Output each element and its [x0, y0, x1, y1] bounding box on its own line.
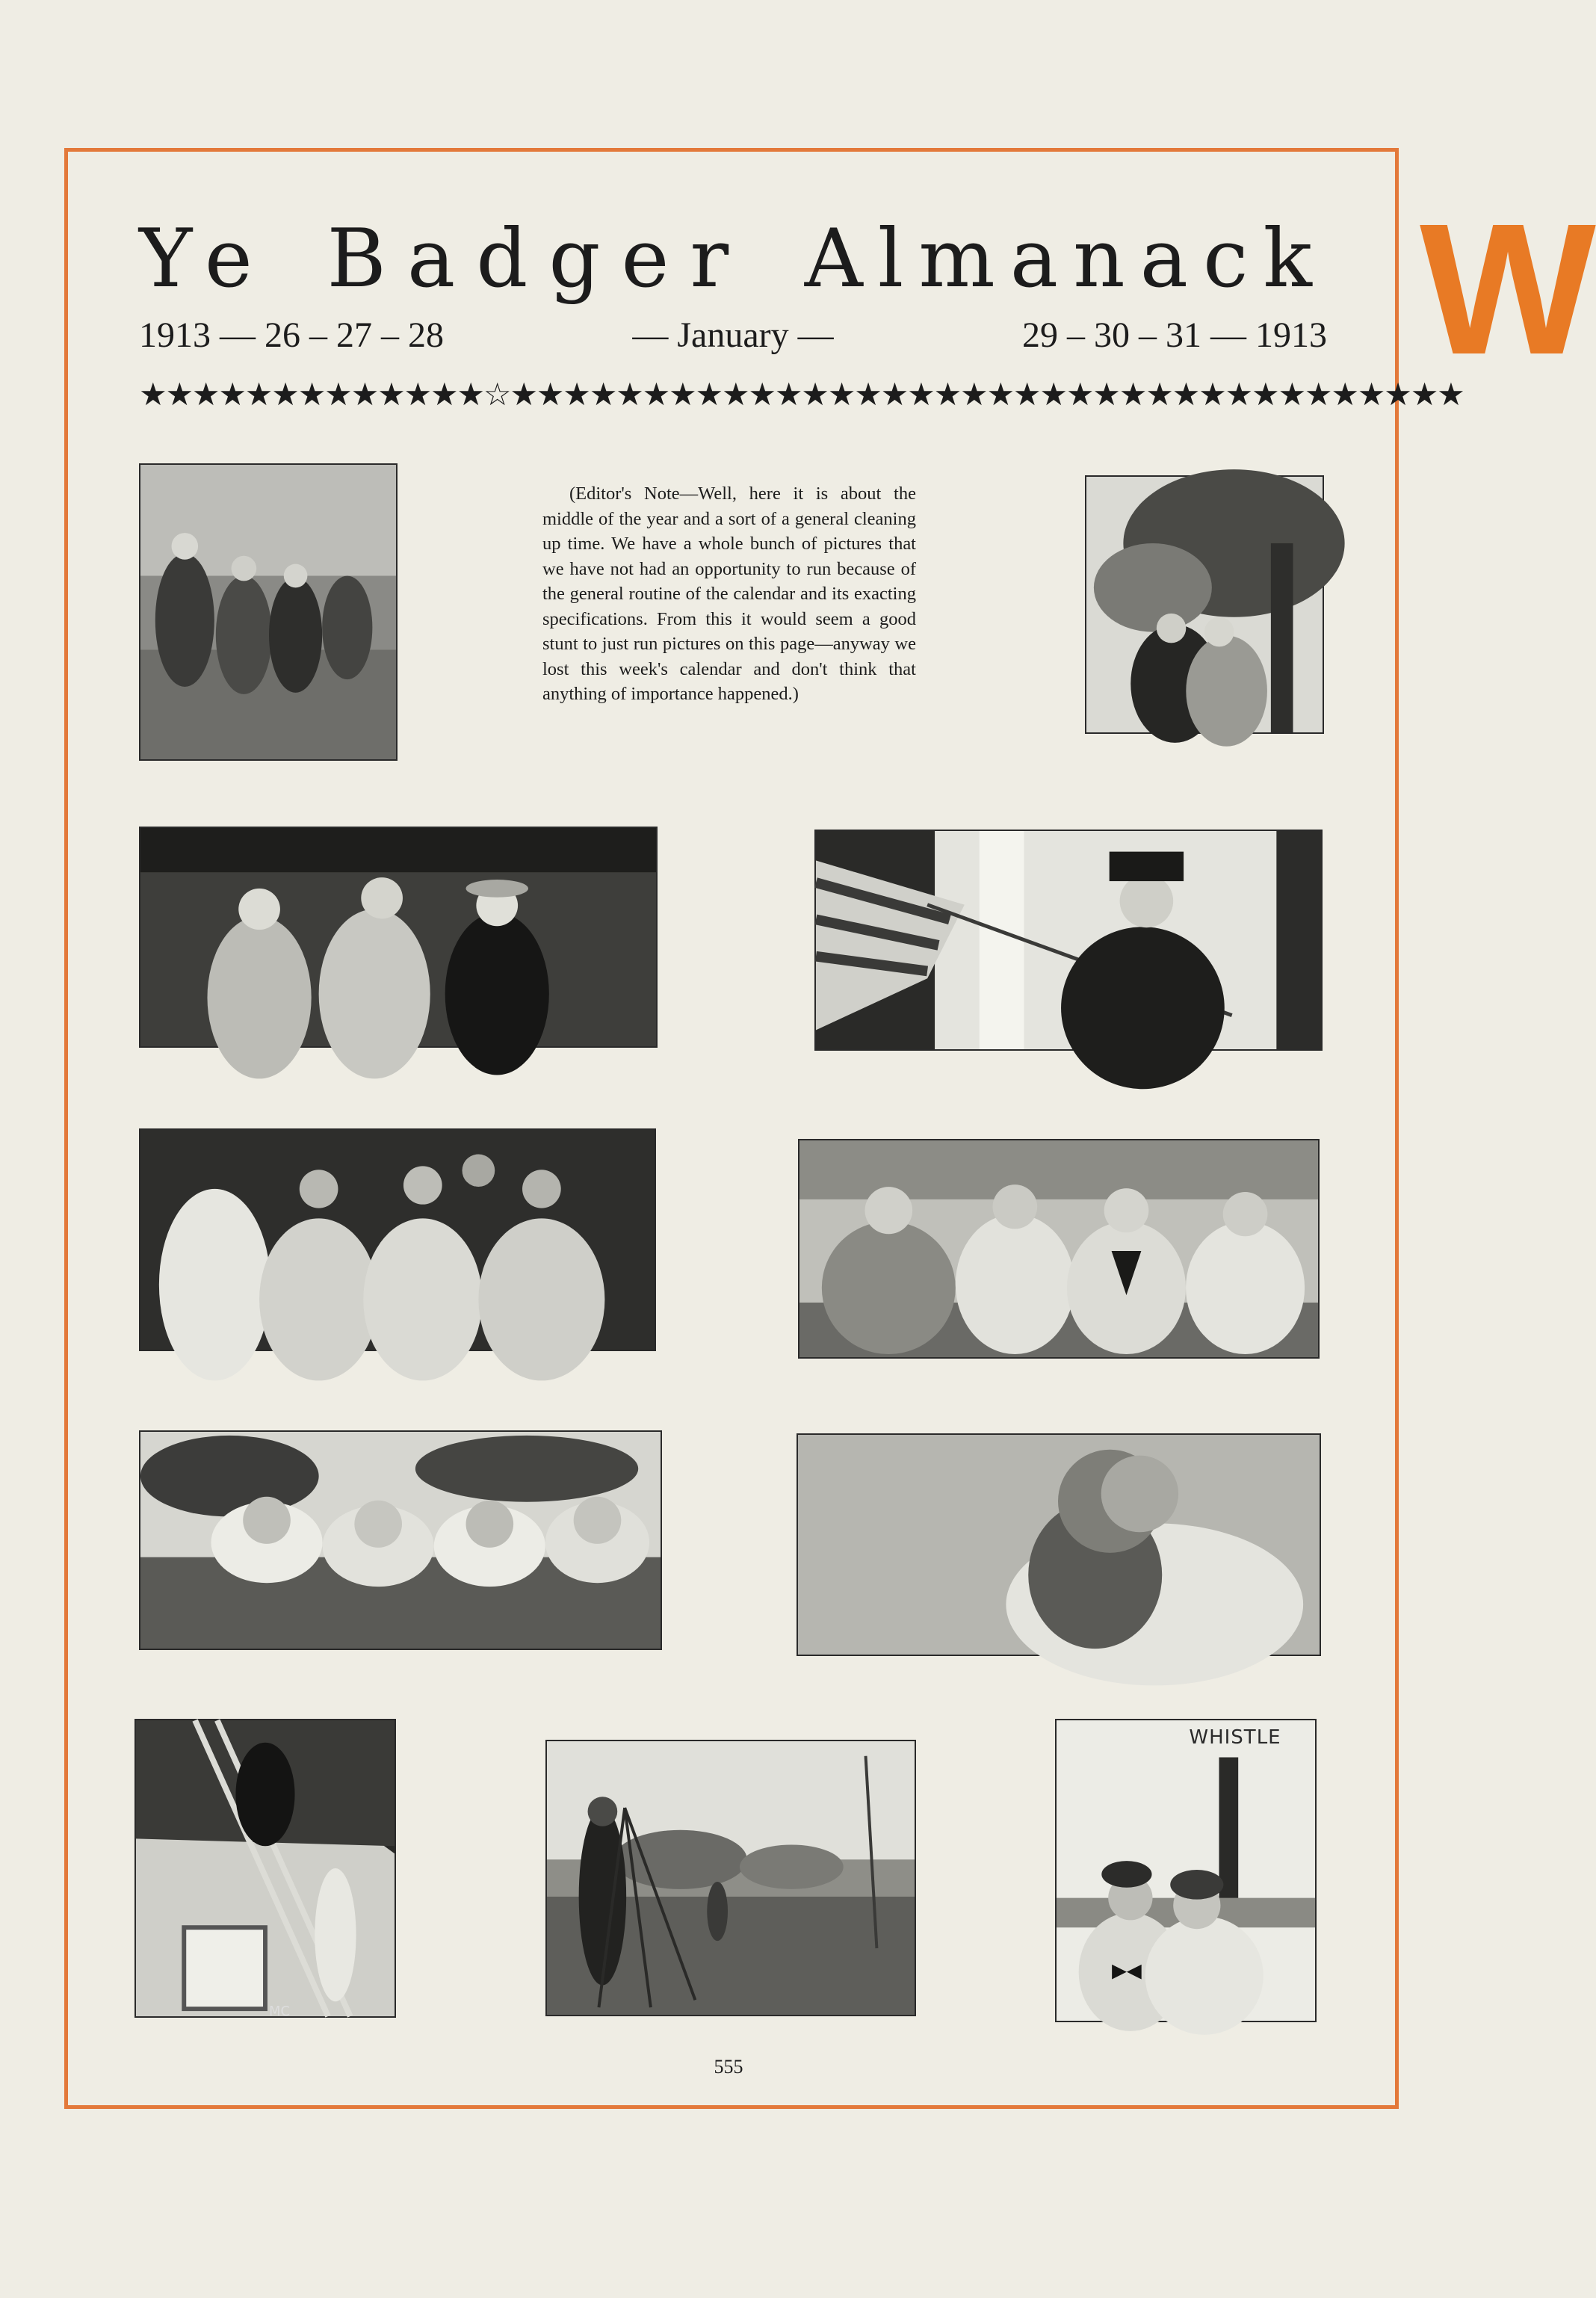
photo-two-women-whistle-sign [1055, 1719, 1317, 2022]
photo-seated-group [798, 1139, 1320, 1359]
editors-note: (Editor's Note—Well, here it is about the middle of the year and a sort of a general cleaning up time. We have a whole bunch of pictures that we have not had an opportunity to run because of the general routine of the calendar and its exacting specifications. From this it would seem a good stunt to just run pictures on this page—anyway we lost this week's calendar and don't think that anything of importance happened.) [542, 484, 916, 704]
date-range-right: 29 – 30 – 31 — 1913 [1022, 315, 1327, 355]
ladder-house-mark: MC [269, 2004, 291, 2019]
date-month: — January — [632, 315, 834, 355]
side-letter-tab: W [1420, 185, 1596, 393]
photo-embrace [797, 1433, 1321, 1656]
date-range-left: 1913 — 26 – 27 – 28 [139, 315, 444, 355]
photo-surveyor [545, 1740, 916, 2016]
photo-ladder-house [134, 1719, 396, 2018]
title-word: Badger [327, 212, 750, 306]
photo-three-women [139, 827, 658, 1048]
photo-veteran-with-flag [814, 830, 1323, 1051]
whistle-sign-text: WHISTLE [1189, 1726, 1281, 1749]
photo-four-lying-in-grass [139, 1430, 662, 1650]
photo-spectators-seated [139, 463, 398, 761]
star-divider: ★★★★★★★★★★★★★☆★★★★★★★★★★★★★★★★★★★★★★★★★★★★★★★★★★★★ [139, 376, 1464, 413]
dateline [139, 309, 1327, 362]
title-word: Almanack [804, 212, 1327, 306]
title-word: Ye [139, 212, 272, 306]
page-title [139, 211, 1327, 308]
photo-couple-under-tree [1085, 475, 1324, 734]
photo-men-in-gowns [139, 1128, 656, 1351]
page-number: 555 [714, 2056, 743, 2078]
